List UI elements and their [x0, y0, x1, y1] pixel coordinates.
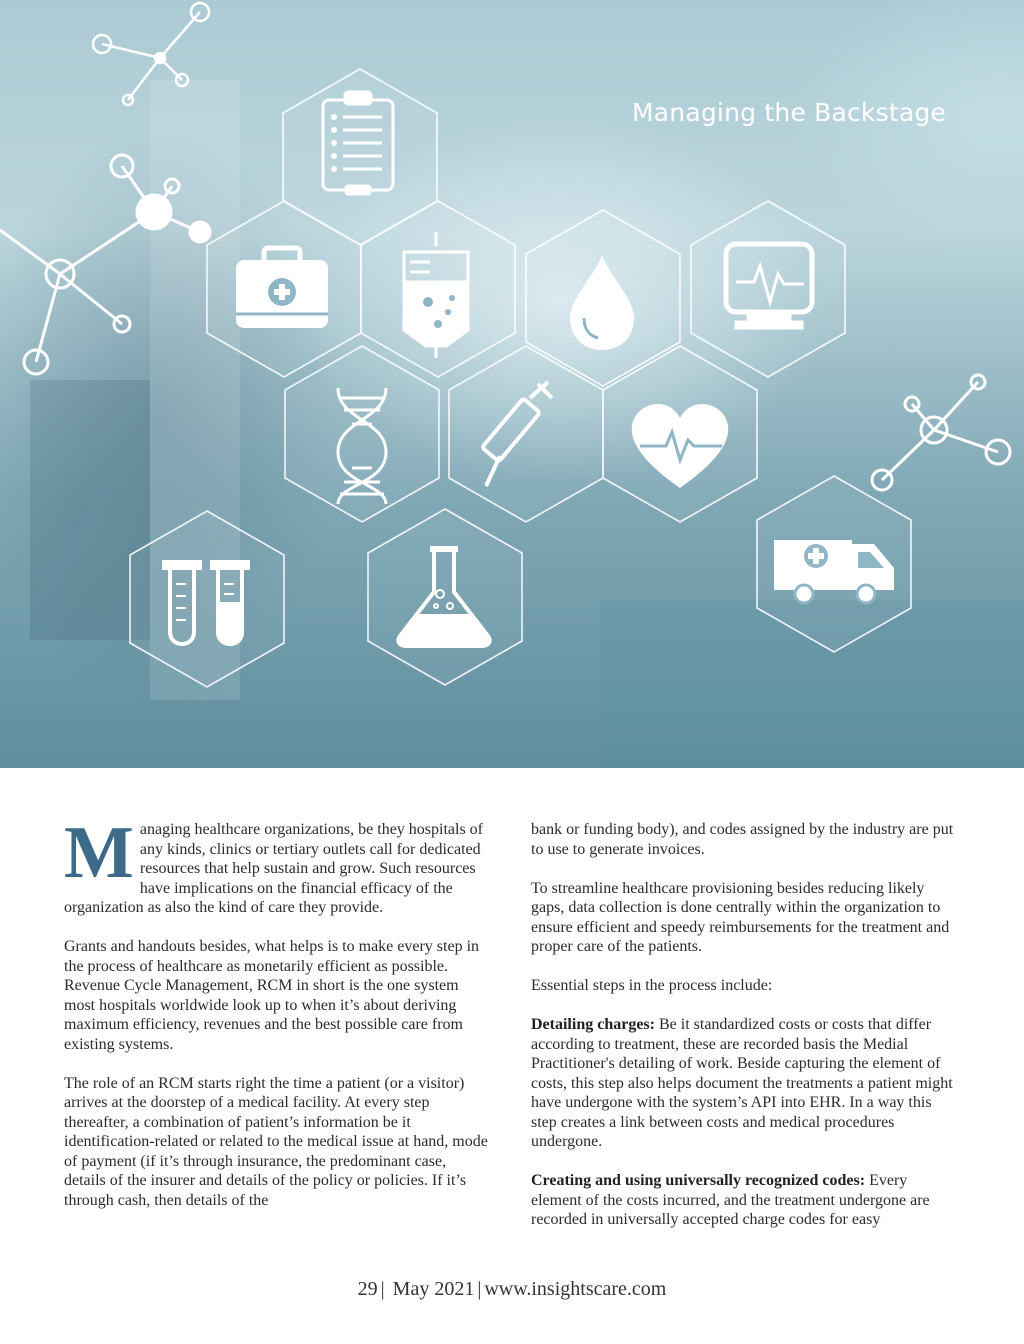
article-paragraph: Grants and handouts besides, what helps is to make every step in the process of healthcare as monetarily efficient as possible. Revenue Cycle Management, RCM in short is the one system most hospitals worldwide look up to when it’s about deriving maximum efficiency, revenues and the best possible care from existing systems. [64, 938, 480, 1053]
article-column-right [531, 820, 958, 1249]
step-title: Detailing charges: [531, 1016, 655, 1033]
first-aid-kit-icon [236, 248, 328, 328]
footer-separator: | [477, 1278, 482, 1300]
article-paragraph: Essential steps in the process include: [531, 977, 773, 994]
footer-separator: | [380, 1278, 385, 1300]
article-paragraph: bank or funding body), and codes assigned by the industry are put to use to generate invoices. [531, 821, 954, 858]
step-text: Be it standardized costs or costs that differ according to treatment, these are recorded basis the Medial Practitioner's detailing of work. Beside capturing the element of costs, this step also helps document the treatments a patient might have undergone with the system’s API into EHR. In a way this step creates a link between costs and medical procedures undergone. [531, 1016, 953, 1150]
article-paragraph: To streamline healthcare provisioning besides reducing likely gaps, data collection is done centrally within the organization to ensure efficient and speedy reimbursements for the treatment and proper care of the patients. [531, 879, 950, 955]
issue-date: May 2021 [392, 1278, 475, 1300]
page-number: 29 [357, 1278, 378, 1300]
article-paragraph: The role of an RCM starts right the time a patient (or a visitor) arrives at the doorstep of a medical facility. At every step thereafter, a combination of patient’s information be it identification-related or related to the medical issue at hand, mode of payment (if it’s through insurance, the predominant case, details of the insurer and details of the policy or policies. If it’s through cash, then details of the [64, 1074, 488, 1209]
step-title: Creating and using universally recognized codes: [531, 1172, 866, 1189]
hero-title: Managing the Backstage [632, 98, 946, 127]
step-text: Every element of the costs incurred, and the treatment undergone are recorded in universally accepted charge codes for easy [531, 1172, 930, 1228]
page-footer [0, 1278, 1024, 1301]
article-column-left [64, 812, 491, 1230]
article-step [531, 1171, 958, 1230]
article-step [531, 1015, 958, 1152]
article-paragraph [64, 812, 491, 918]
drop-cap: M [64, 812, 134, 894]
paragraph-text: anaging healthcare organizations, be they hospitals of any kinds, clinics or tertiary outlets call for dedicated resources that help sustain and grow. Such resources have implications on the financial efficacy of the organization as also the kind of care they provide. [64, 821, 484, 916]
website-link[interactable]: www.insightscare.com [484, 1278, 667, 1300]
